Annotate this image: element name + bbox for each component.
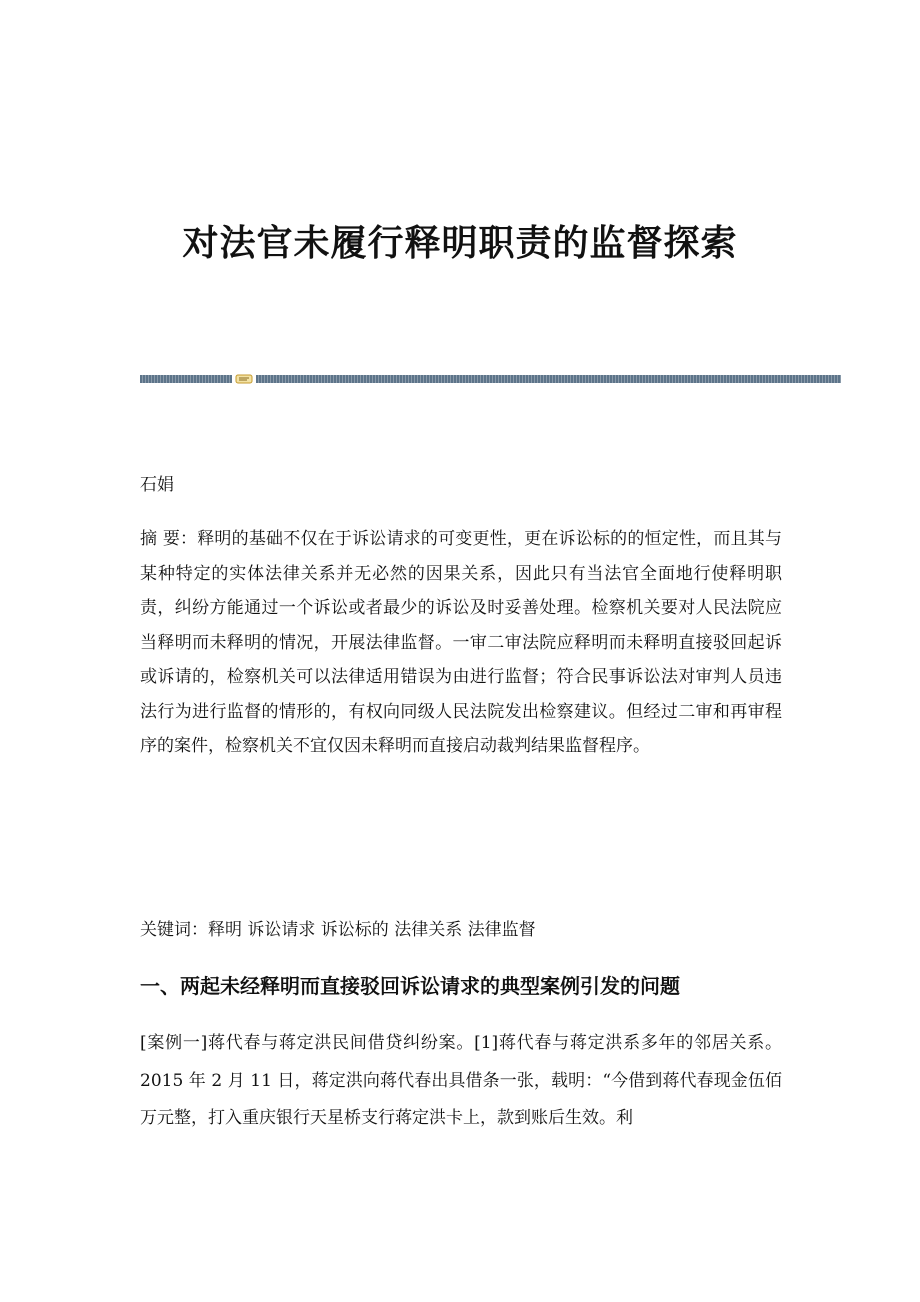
divider-bar-left [140,375,232,383]
section-heading: 一、两起未经释明而直接驳回诉讼请求的典型案例引发的问题 [140,974,680,998]
body-paragraph: [案例一]蒋代春与蒋定洪民间借贷纠纷案。[1]蒋代春与蒋定洪系多年的邻居关系。2015 年 2 月 11 日，蒋定洪向蒋代春出具借条一张，载明：“今借到蒋代春现金伍佰万元整，打入重庆银行天星桥支行蒋定洪卡上，款到账后生效。利 [140,1033,782,1128]
title-divider [140,374,841,383]
abstract-paragraph: 摘 要：释明的基础不仅在于诉讼请求的可变更性，更在诉讼标的的恒定性，而且其与某种特定的实体法律关系并无必然的因果关系，因此只有当法官全面地行使释明职责，纠纷方能通过一个诉讼或者最少的诉讼及时妥善处理。检察机关要对人民法院应当释明而未释明的情况，开展法律监督。一审二审法院应释明而未释明直接驳回起诉或诉请的，检察机关可以法律适用错误为由进行监督；符合民事诉讼法对审判人员违法行为进行监督的情形的，有权向同级人民法院发出检察建议。但经过二审和再审程序的案件，检察机关不宜仅因未释明而直接启动裁判结果监督程序。 [140,529,782,756]
divider-bar-right [256,375,841,383]
keywords-line: 关键词：释明 诉讼请求 诉讼标的 法律关系 法律监督 [140,920,536,940]
scroll-ornament-icon [235,374,253,384]
author-name: 石娟 [140,475,174,495]
document-title: 对法官未履行释明职责的监督探索 [182,222,738,264]
